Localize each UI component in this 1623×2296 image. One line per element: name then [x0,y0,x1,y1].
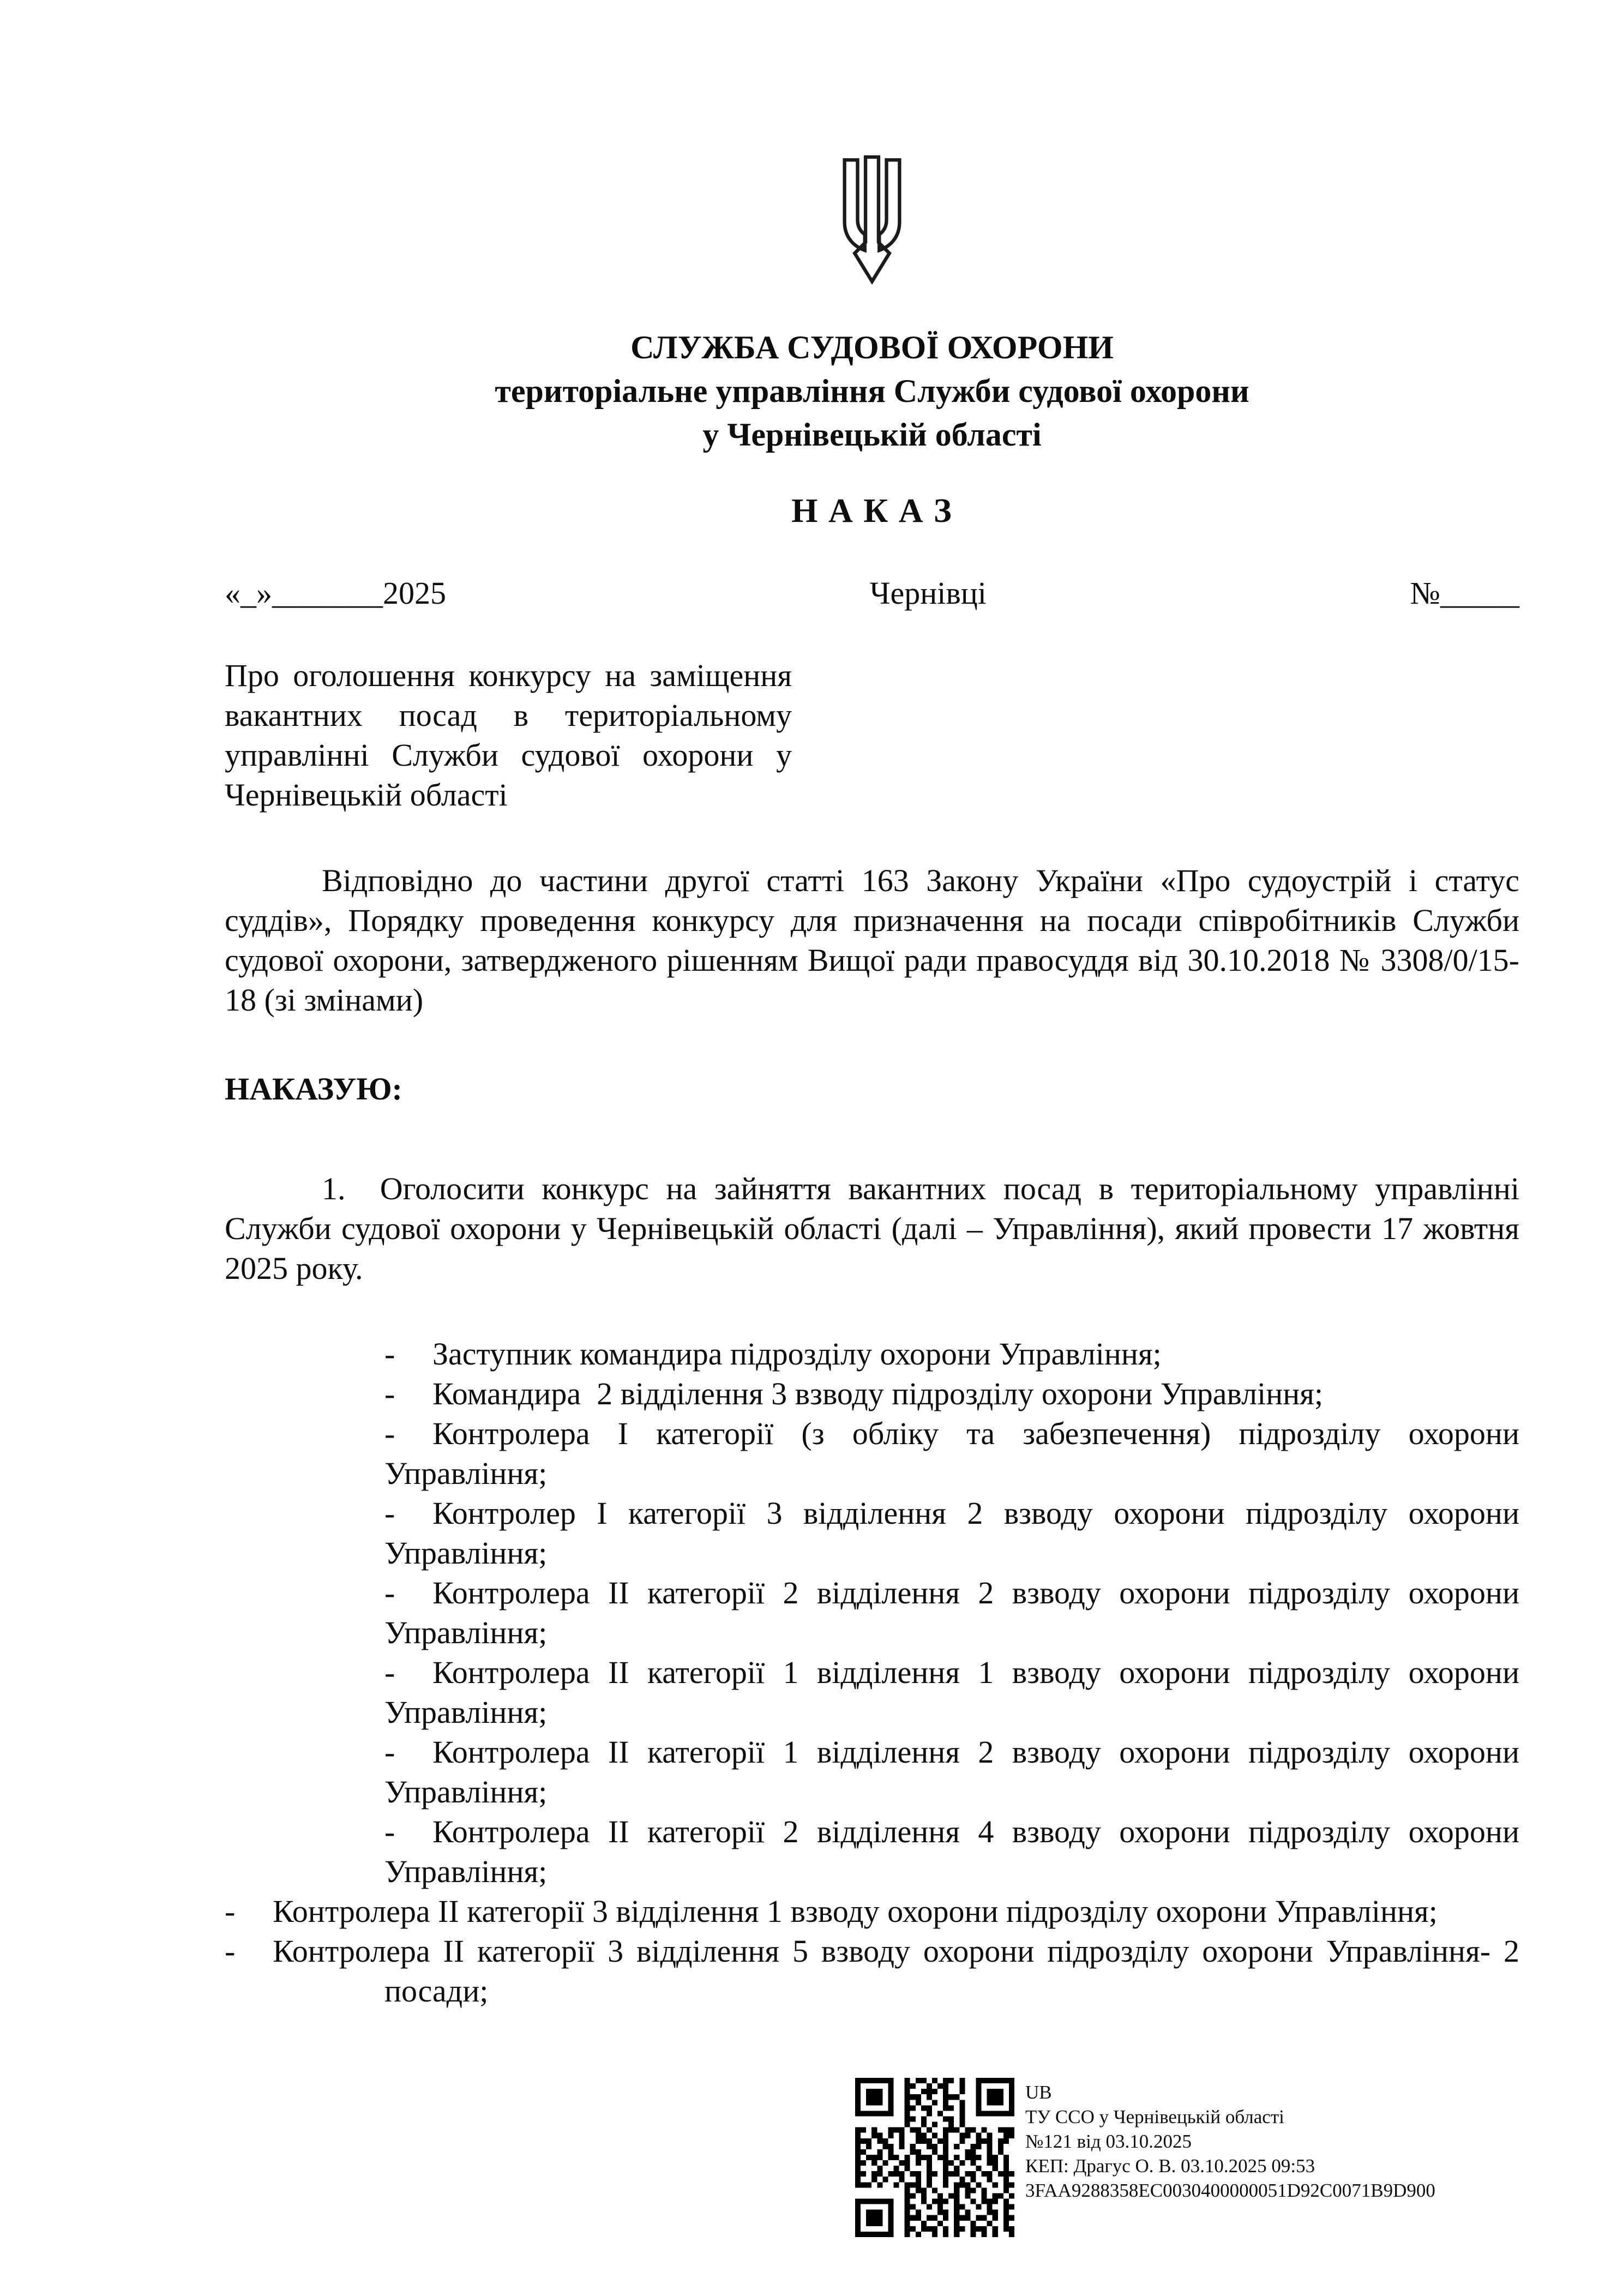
position-text: Контролер І категорії 3 відділення 2 взводу охорони підрозділу охорони Управління; [384,1495,1528,1571]
list-dash: - [384,1655,395,1690]
city-label: Чернівці [869,575,987,611]
date-blank-field: «_»_______2025 [225,575,446,611]
stamp-logo-text: UB [1025,2082,1052,2103]
order-subject: Про оголошення конкурсу на заміщення вакантних посад в територіальному управлінні Служби судової охорони у Чернівецькій області [225,658,792,813]
stamp-hash-line: 3FAA9288358EC0030400000051D92C0071B9D900 [1025,2180,1435,2201]
stamp-text-block [1025,2078,1435,2203]
org-name-line2: територіальне управління Служби судової охорони [495,373,1249,409]
position-text: Контролера ІІ категорії 2 відділення 2 взводу охорони підрозділу охорони Управління; [384,1575,1528,1650]
org-name-block [225,326,1519,456]
org-name-line3: у Чернівецькій області [702,417,1042,453]
position-item [384,1414,1528,1493]
list-dash: - [384,1814,395,1849]
position-item [384,1652,1528,1732]
position-item [384,1334,1519,1374]
position-text: Заступник командира підрозділу охорони Управління; [432,1336,1162,1372]
order-keyword: НАКАЗУЮ: [225,1071,402,1107]
list-dash: - [384,1575,395,1610]
position-text: Контролера ІІ категорії 1 відділення 2 взводу охорони підрозділу охорони Управління; [384,1734,1528,1810]
position-item [225,1891,1519,1931]
intro-paragraph: Відповідно до частини другої статті 163 Закону України «Про судоустрій і статус суддів», Порядку проведення конкурсу для призначення на посади співробітників Служби судової охорони, затвердженого рішенням Вищої ради правосуддя від 30.10.2018 № 3308/0/15-18 (зі змінами) [225,863,1528,1018]
position-item [384,1573,1528,1652]
position-item [384,1493,1528,1573]
org-name-line1: СЛУЖБА СУДОВОЇ ОХОРОНИ [630,329,1114,365]
stamp-signature-line: КЕП: Драгус О. В. 03.10.2025 09:53 [1025,2155,1315,2177]
list-dash: - [384,1416,395,1451]
digital-signature-stamp [855,2078,1435,2237]
list-dash: - [384,1495,395,1531]
list-dash: - [225,1933,236,1969]
position-text: Командира 2 відділення 3 взводу підрозділу охорони Управління; [432,1376,1324,1411]
position-item [384,1374,1519,1414]
stamp-org-line: ТУ ССО у Чернівецькій області [1025,2106,1284,2127]
position-text: Контролера ІІ категорії 3 відділення 1 взводу охорони підрозділу охорони Управління; [273,1894,1438,1929]
date-city-number-row [225,573,1519,613]
document-type-title: Н А К А З [791,492,953,530]
order-point-1: 1. Оголосити конкурс на зайняття вакантних посад в територіальному управлінні Служби судової охорони у Чернівецькій області (далі – Управління), який провести 17 жовтня 2025 року. [225,1171,1528,1286]
stamp-number-line: №121 від 03.10.2025 [1025,2131,1192,2152]
list-dash: - [384,1376,395,1411]
positions-list [225,1334,1528,2011]
position-item [225,1931,1528,2011]
position-text: Контролера ІІ категорії 3 відділення 5 взводу охорони підрозділу охорони Управління- 2 посади; [273,1933,1528,2009]
position-text: Контролера І категорії (з обліку та забезпечення) підрозділу охорони Управління; [384,1416,1528,1491]
qr-code-icon [855,2078,1014,2237]
list-dash: - [225,1894,236,1929]
list-dash: - [384,1336,395,1372]
emblem-container [225,153,1519,295]
position-text: Контролера ІІ категорії 2 відділення 4 взводу охорони підрозділу охорони Управління; [384,1814,1528,1889]
order-number-blank-field: №_____ [1410,575,1519,611]
list-dash: - [384,1734,395,1770]
position-item [384,1812,1528,1891]
ukraine-trident-emblem-icon [826,153,918,286]
position-item [384,1732,1528,1812]
position-text: Контролера ІІ категорії 1 відділення 1 взводу охорони підрозділу охорони Управління; [384,1655,1528,1730]
